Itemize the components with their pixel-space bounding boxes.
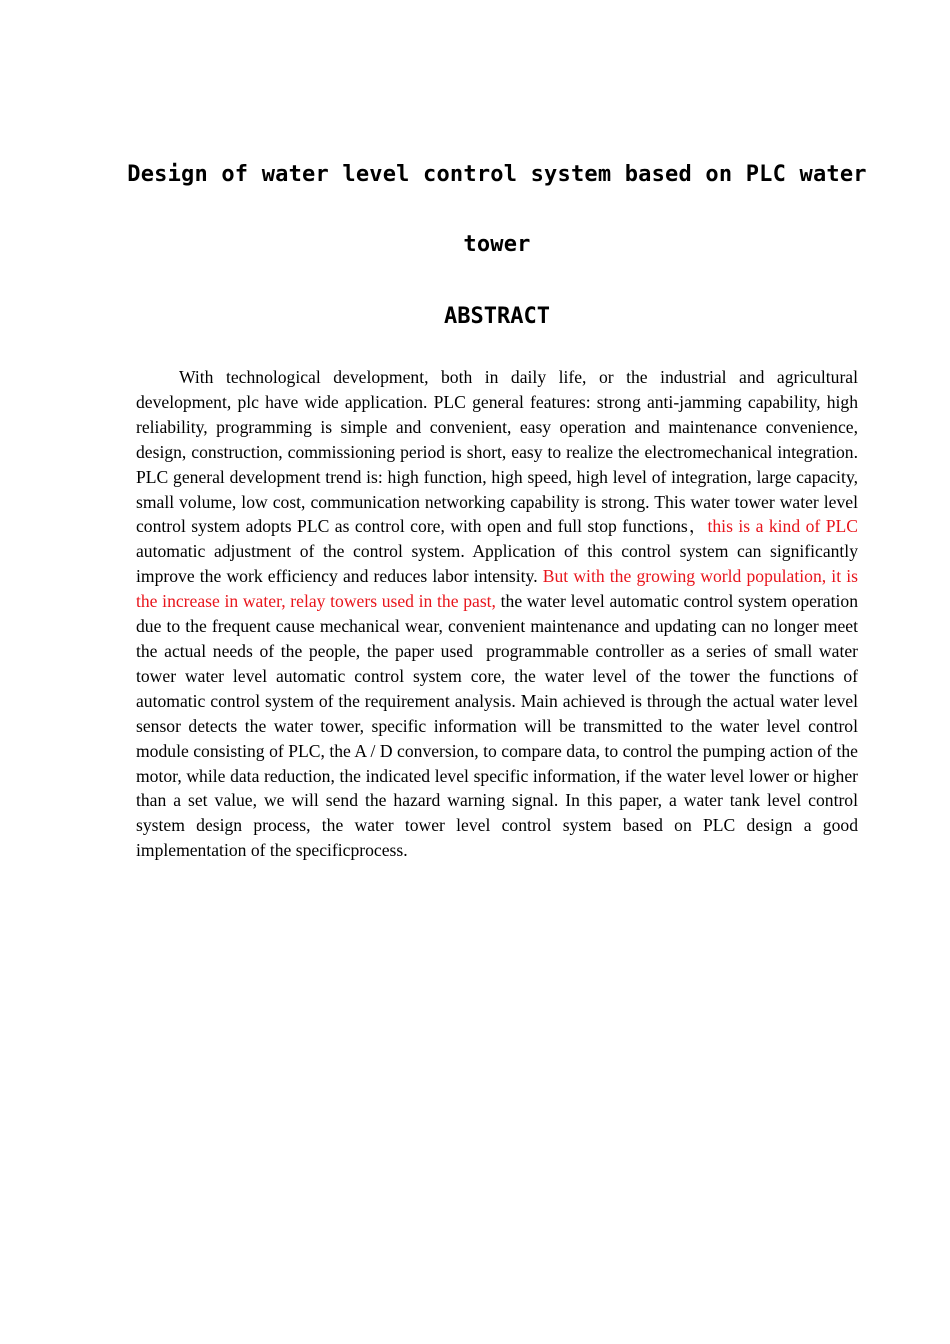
title-line-2: tower <box>463 232 531 257</box>
abstract-text-segment: With technological development, both in daily life, or the industrial and agricultural development, plc have wide application. PLC general features: strong anti-jamming capability, high reliability, programming is simple and convenient, easy operation and maintenance convenience, design, construction, commissioning period is short, easy to realize the electromechanical integration. PLC general development trend is: high function, high speed, high level of integration, large capacity, small volume, low cost, communication networking capability is strong. This water tower water level control system adopts PLC as control core, with open and full stop functions， <box>136 367 858 537</box>
abstract-paragraph <box>136 365 858 863</box>
abstract-text-segment: automatic adjustment of the control system. Application of this control system can significantly improve the work efficiency and reduces labor intensity. <box>136 541 858 587</box>
abstract-highlight-segment: this is a kind of PLC <box>707 516 858 537</box>
abstract-heading: ABSTRACT <box>444 304 550 329</box>
title-line-1: Design of water level control system based on PLC water <box>127 162 867 187</box>
abstract-highlight-segment: But with the growing world population, it is the increase in water, relay towers used in the past, <box>136 566 858 612</box>
abstract-text-segment: the water level automatic control system operation due to the frequent cause mechanical wear, convenient maintenance and updating can no longer meet the actual needs of the people, the paper used programmable controller as a series of small water tower water level automatic control system core, the water level of the tower the functions of automatic control system of the requirement analysis. Main achieved is through the actual water level sensor detects the water tower, specific information will be transmitted to the water level control module consisting of PLC, the A / D conversion, to compare data, to control the pumping action of the motor, while data reduction, the indicated level specific information, if the water level lower or higher than a set value, we will send the hazard warning signal. In this paper, a water tank level control system design process, the water tower level control system based on PLC design a good implementation of the specificprocess. <box>136 591 859 861</box>
